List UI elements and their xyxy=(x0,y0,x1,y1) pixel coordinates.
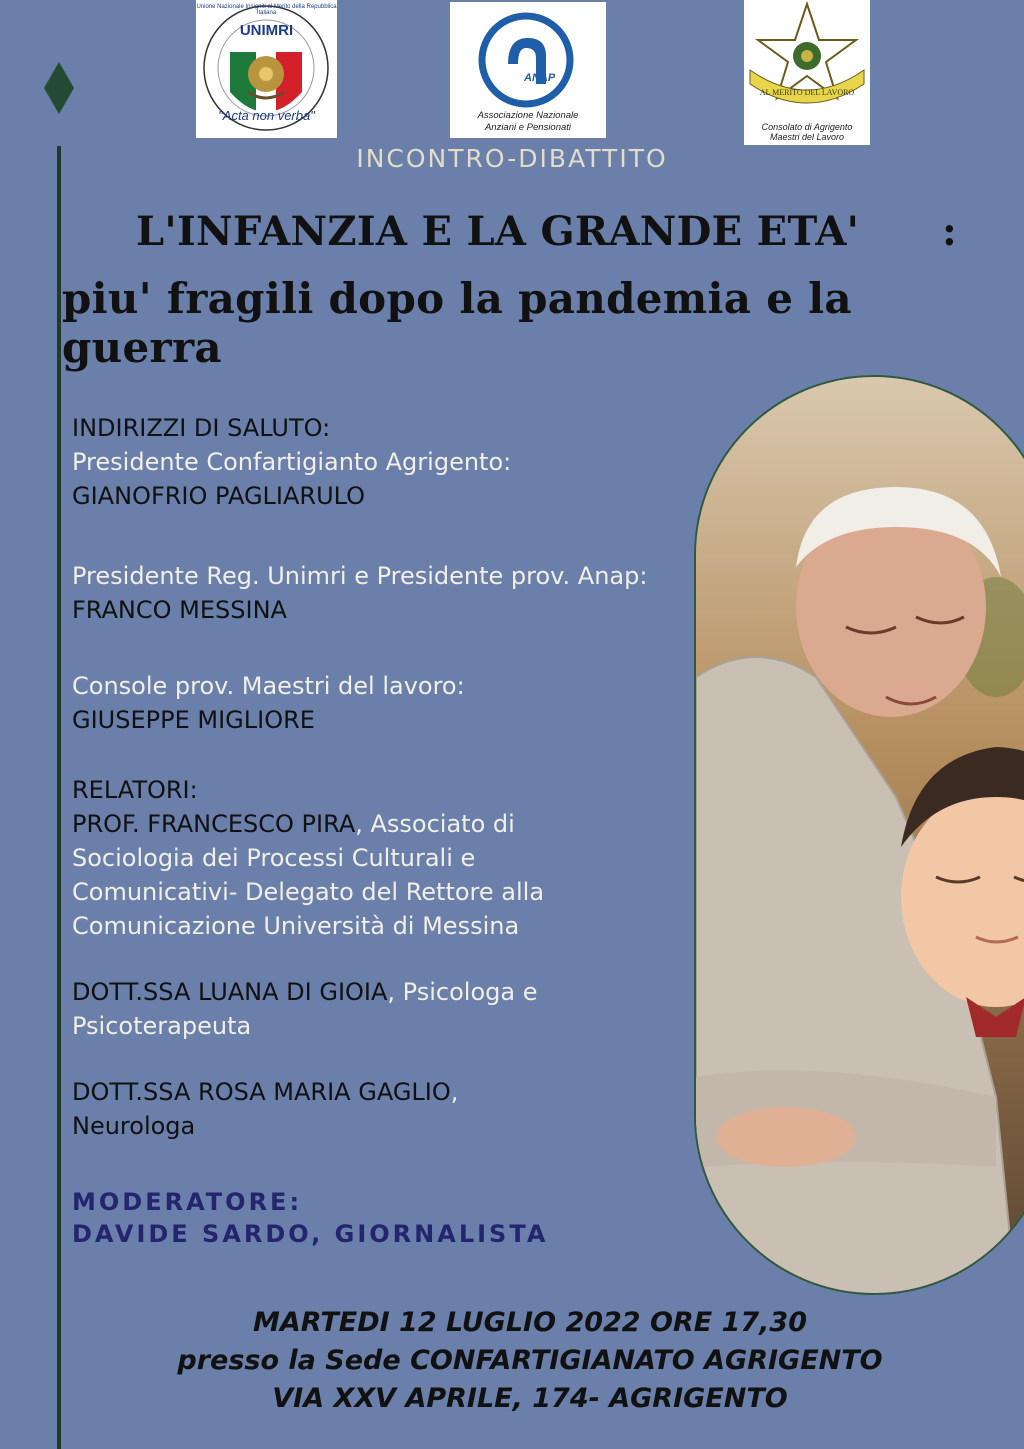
speaker-2-line1 xyxy=(72,975,537,1009)
unimri-name: UNIMRI xyxy=(239,22,294,39)
greeting-role-2: Presidente Reg. Unimri e Presidente prov. Anap: xyxy=(72,562,648,590)
moderator-name: DAVIDE SARDO, GIORNALISTA xyxy=(72,1220,549,1248)
moderator-label: MODERATORE: xyxy=(72,1188,303,1216)
speaker-2-name: DOTT.SSA LUANA DI GIOIA xyxy=(72,978,388,1006)
greetings-block xyxy=(72,411,511,513)
event-date-time: MARTEDI 12 LUGLIO 2022 ORE 17,30 xyxy=(253,1307,807,1338)
anap-logo xyxy=(450,2,606,138)
speakers-block xyxy=(72,773,544,943)
speaker-1-desc-d: Comunicazione Università di Messina xyxy=(72,912,520,940)
greeting-role-1: Presidente Confartigianto Agrigento: xyxy=(72,448,512,476)
speaker-3-desc-b: Neurologa xyxy=(72,1112,196,1140)
anap-caption-line1: Associazione Nazionale xyxy=(477,110,579,121)
grandfather-child-photo xyxy=(694,375,1024,1295)
event-kicker: INCONTRO-DIBATTITO xyxy=(356,144,668,173)
unimri-motto: "Acta non verba" xyxy=(218,108,315,123)
speaker-3-block xyxy=(72,1075,458,1143)
unimri-arc-text: Unione Nazionale Insigniti al Merito della Repubblica Italiana xyxy=(196,4,337,16)
speakers-heading: RELATORI: xyxy=(72,776,198,804)
greeting-name-2: FRANCO MESSINA xyxy=(72,596,287,624)
speaker-1-desc-a: , Associato di xyxy=(355,810,515,838)
greeting-name-1: GIANOFRIO PAGLIARULO xyxy=(72,482,366,510)
greeting-name-3: GIUSEPPE MIGLIORE xyxy=(72,706,315,734)
speaker-2-desc-b: Psicoterapeuta xyxy=(72,1012,252,1040)
unimri-logo xyxy=(196,0,337,138)
greetings-heading: INDIRIZZI DI SALUTO: xyxy=(72,414,331,442)
event-address: VIA XXV APRILE, 174- AGRIGENTO xyxy=(272,1383,788,1414)
speaker-2-desc-a: , Psicologa e xyxy=(387,978,538,1006)
maestri-caption-line1: Consolato di Agrigento xyxy=(761,122,853,132)
speaker-3-name: DOTT.SSA ROSA MARIA GAGLIO xyxy=(72,1078,451,1106)
maestri-caption-line2: Maestri del Lavoro xyxy=(769,132,845,142)
greeting-role-3: Console prov. Maestri del lavoro: xyxy=(72,672,465,700)
maestri-banner: AL MERITO DEL LAVORO xyxy=(759,88,855,97)
speaker-1-desc-b: Sociologia dei Processi Culturali e xyxy=(72,844,476,872)
anap-caption-line2: Anziani e Pensionati xyxy=(484,122,572,133)
speaker-1-line1 xyxy=(72,807,544,841)
maestri-del-lavoro-logo xyxy=(744,0,870,145)
title-line1: L'INFANZIA E LA GRANDE ETA' xyxy=(136,208,860,255)
speaker-1-desc-c: Comunicativi- Delegato del Rettore alla xyxy=(72,878,545,906)
vertical-rule xyxy=(57,146,61,1449)
title-colon: : xyxy=(942,208,957,255)
event-venue: presso la Sede CONFARTIGIANATO AGRIGENTO xyxy=(177,1345,883,1376)
moderator-block xyxy=(72,1186,548,1250)
greeting-block-3 xyxy=(72,669,465,737)
speaker-2-block xyxy=(72,975,537,1043)
speaker-1-name: PROF. FRANCESCO PIRA xyxy=(72,810,356,838)
event-details xyxy=(0,1304,1024,1418)
speaker-3-line1 xyxy=(72,1075,458,1109)
speaker-3-desc-a: , xyxy=(450,1078,459,1106)
diamond-ornament xyxy=(44,62,74,114)
anap-name: ANAP xyxy=(524,72,556,84)
title-line2: piu' fragili dopo la pandemia e la guerra xyxy=(62,274,852,372)
greeting-block-2 xyxy=(72,559,647,627)
